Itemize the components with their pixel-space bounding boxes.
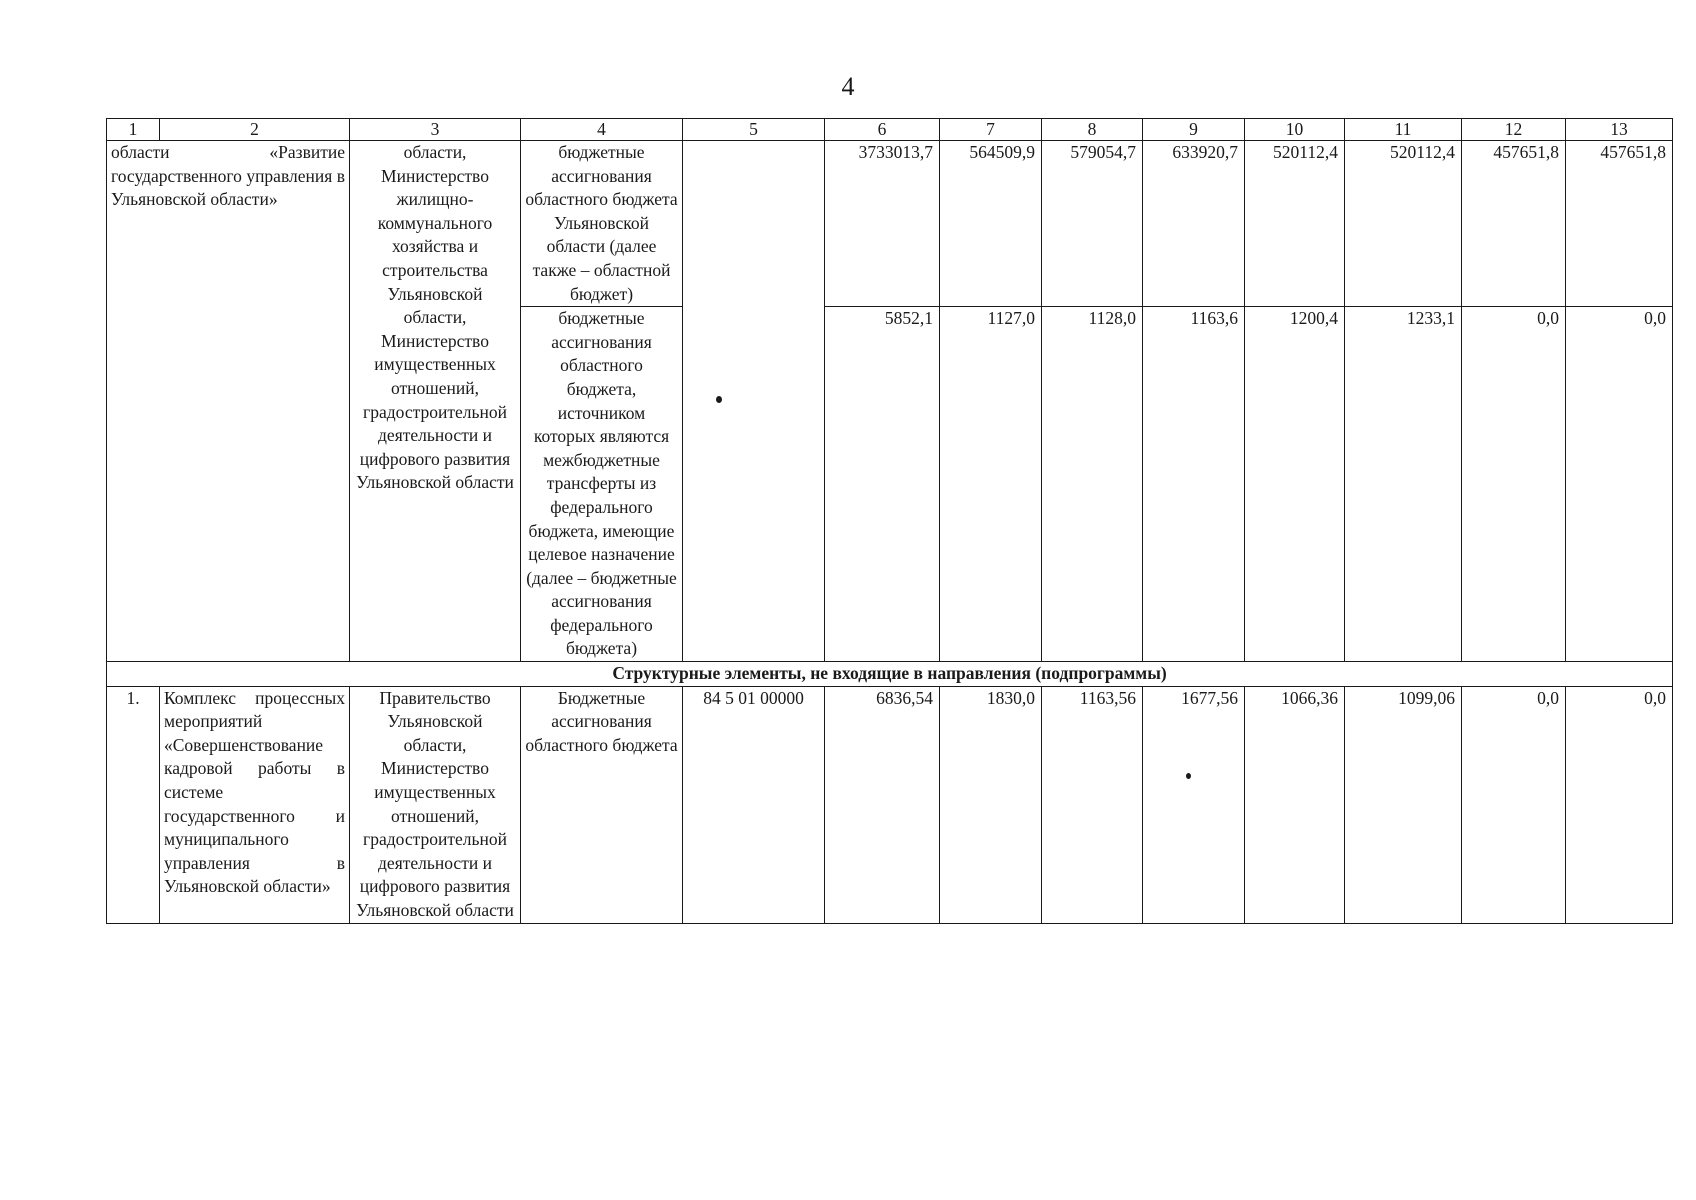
amount-cell: 6836,54	[825, 686, 940, 923]
amount-cell: 457651,8	[1566, 141, 1673, 307]
amount-cell: 1066,36	[1245, 686, 1345, 923]
amount-cell: 1233,1	[1345, 307, 1462, 662]
section-title: Структурные элементы, не входящие в направления (подпрограммы)	[107, 662, 1673, 687]
column-number: 5	[683, 119, 825, 141]
funding-source-cell: Бюджетные ассигнования областного бюджета	[521, 686, 683, 923]
amount-cell: 0,0	[1462, 307, 1566, 662]
column-number: 7	[940, 119, 1042, 141]
column-number: 2	[160, 119, 350, 141]
amount-cell: 1163,6	[1143, 307, 1245, 662]
column-number: 9	[1143, 119, 1245, 141]
amount-cell: 457651,8	[1462, 141, 1566, 307]
column-number: 4	[521, 119, 683, 141]
amount-cell: 1099,06	[1345, 686, 1462, 923]
column-number: 3	[350, 119, 521, 141]
amount-cell: 520112,4	[1345, 141, 1462, 307]
budget-code-cell: 84 5 01 00000	[683, 686, 825, 923]
column-number: 13	[1566, 119, 1673, 141]
amount-cell: 1163,56	[1042, 686, 1143, 923]
ink-speck	[1186, 773, 1191, 779]
executor-cell: области, Министерство жилищно-коммунального хозяйства и строительства Ульяновской области, Министерство имущественных отношений, градостроительной деятельности и цифрового развития Ульяновской области	[350, 141, 521, 662]
amount-cell: 579054,7	[1042, 141, 1143, 307]
amount-cell: 0,0	[1566, 686, 1673, 923]
table-row	[107, 141, 1673, 307]
ink-speck	[716, 396, 722, 403]
amount-cell: 520112,4	[1245, 141, 1345, 307]
amount-cell: 1677,56	[1143, 686, 1245, 923]
executor-cell: Правительство Ульяновской области, Министерство имущественных отношений, градостроительной деятельности и цифрового развития Ульяновской области	[350, 686, 521, 923]
funding-source-cell: бюджетные ассигнования областного бюджета Ульяновской области (далее также – областной бюджет)	[521, 141, 683, 307]
column-number: 10	[1245, 119, 1345, 141]
row-index-cell: 1.	[107, 686, 160, 923]
amount-cell: 3733013,7	[825, 141, 940, 307]
amount-cell: 1127,0	[940, 307, 1042, 662]
column-number: 1	[107, 119, 160, 141]
amount-cell: 564509,9	[940, 141, 1042, 307]
column-number-row	[107, 119, 1673, 141]
amount-cell: 1128,0	[1042, 307, 1143, 662]
budget-code-cell	[683, 141, 825, 662]
program-name-cell: Комплекс процессных мероприятий «Совершенствование кадровой работы в системе государственного и муниципального управления в Ульяновской области»	[160, 686, 350, 923]
column-number: 6	[825, 119, 940, 141]
amount-cell: 1830,0	[940, 686, 1042, 923]
column-number: 11	[1345, 119, 1462, 141]
budget-table	[106, 118, 1673, 924]
amount-cell: 0,0	[1566, 307, 1673, 662]
section-title-row	[107, 662, 1673, 687]
table-row	[107, 686, 1673, 923]
page-number: 4	[841, 72, 855, 101]
funding-source-cell: бюджетные ассигнования областного бюджета, источником которых являются межбюджетные трансферты из федерального бюджета, имеющие целевое назначение (далее – бюджетные ассигнования федерального бюджета)	[521, 307, 683, 662]
program-name-cell: области «Развитие государственного управления в Ульяновской области»	[107, 141, 350, 662]
amount-cell: 1200,4	[1245, 307, 1345, 662]
amount-cell: 633920,7	[1143, 141, 1245, 307]
amount-cell: 0,0	[1462, 686, 1566, 923]
column-number: 12	[1462, 119, 1566, 141]
column-number: 8	[1042, 119, 1143, 141]
amount-cell: 5852,1	[825, 307, 940, 662]
